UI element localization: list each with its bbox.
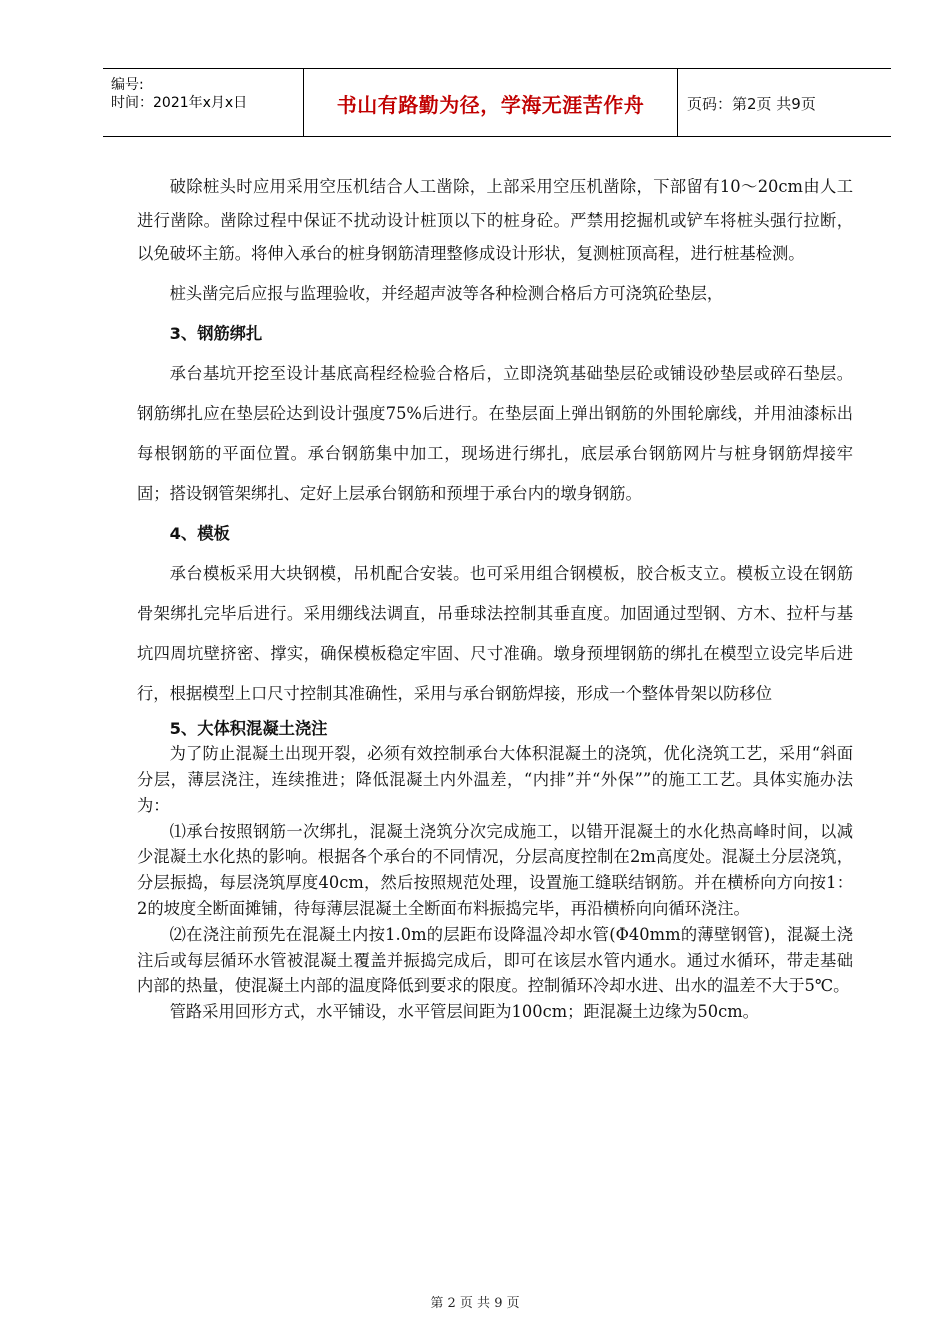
paragraph-pipe-layout: 管路采用回形方式，水平铺设，水平管层间距为100cm；距混凝土边缘为50cm。 xyxy=(169,1002,759,1022)
header-motto-cell xyxy=(303,69,678,136)
page-header xyxy=(103,68,891,137)
section-heading-formwork: 4、模板 xyxy=(169,523,230,543)
paragraph-inspection: 桩头凿完后应报与监理验收，并经超声波等各种检测合格后方可浇筑砼垫层， xyxy=(169,283,724,303)
paragraph-formwork: 承台模板采用大块钢模，吊机配合安装。也可采用组合钢模板，胶合板支立。模板立设在钢筋骨架绑扎完毕后进行。采用绷线法调直，吊垂球法控制其垂直度。加固通过型钢、方木、拉杆与基坑四周坑壁挤密、撑实，确保模板稳定牢固、尺寸准确。墩身预埋钢筋的绑扎在模型立设完毕后进行，根据模型上口尺寸控制其准确性，采用与承台钢筋焊接，形成一个整体骨架以防移位 xyxy=(137,563,853,703)
header-page-number: 页码：第2页 共9页 xyxy=(687,95,816,113)
document-number-label: 编号: xyxy=(111,77,144,93)
document-date-label: 时间：2021年x月x日 xyxy=(111,95,248,111)
section-heading-rebar: 3、钢筋绑扎 xyxy=(169,323,263,343)
header-motto: 书山有路勤为径，学海无涯苦作舟 xyxy=(336,93,645,117)
paragraph-mass-concrete-step2: ⑵在浇注前预先在混凝土内按1.0m的层距布设降温冷却水管(Φ40mm的薄壁钢管)，混凝土浇注后或每层循环水管被混凝土覆盖并振捣完成后，即可在该层水管内通水。通过水循环，带走基础内部的热量，使混凝土内部的温度降低到要求的限度。控制循环冷却水进、出水的温差不大于5℃。 xyxy=(137,924,853,996)
section-heading-mass-concrete: 5、大体积混凝土浇注 xyxy=(169,718,328,738)
paragraph-rebar: 承台基坑开挖至设计基底高程经检验合格后，立即浇筑基础垫层砼或铺设砂垫层或碎石垫层。钢筋绑扎应在垫层砼达到设计强度75%后进行。在垫层面上弹出钢筋的外围轮廓线，并用油漆标出每根钢筋的平面位置。承台钢筋集中加工，现场进行绑扎，底层承台钢筋网片与桩身钢筋焊接牢固；搭设钢管架绑扎、定好上层承台钢筋和预埋于承台内的墩身钢筋。 xyxy=(137,363,853,503)
page-footer: 第 2 页 共 9 页 xyxy=(430,1296,520,1311)
paragraph-pile-head-removal: 破除桩头时应用采用空压机结合人工凿除，上部采用空压机凿除，下部留有10～20cm由人工进行凿除。凿除过程中保证不扰动设计桩顶以下的桩身砼。严禁用挖掘机或铲车将桩头强行拉断，以免破坏主筋。将伸入承台的桩身钢筋清理整修成设计形状，复测桩顶高程，进行桩基检测。 xyxy=(137,177,853,263)
header-info-cell xyxy=(103,69,303,136)
header-page-cell xyxy=(677,69,891,136)
document-body xyxy=(137,170,853,1025)
paragraph-mass-concrete-intro: 为了防止混凝土出现开裂，必须有效控制承台大体积混凝土的浇筑，优化浇筑工艺，采用“斜面分层，薄层浇注，连续推进；降低混凝土内外温差，“内排”并“外保””的施工工艺。具体实施办法为： xyxy=(137,744,853,815)
paragraph-mass-concrete-step1: ⑴承台按照钢筋一次绑扎，混凝土浇筑分次完成施工，以错开混凝土的水化热高峰时间，以减少混凝土水化热的影响。根据各个承台的不同情况，分层高度控制在2m高度处。混凝土分层浇筑，分层振捣，每层浇筑厚度40cm，然后按照规范处理，设置施工缝联结钢筋。并在横桥向方向按1：2的坡度全断面摊铺，待每薄层混凝土全断面布料振捣完毕，再沿横桥向向循环浇注。 xyxy=(137,821,853,919)
